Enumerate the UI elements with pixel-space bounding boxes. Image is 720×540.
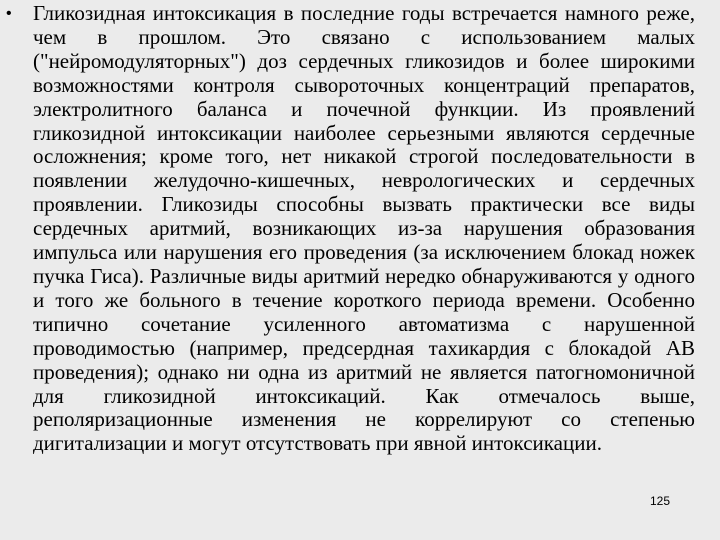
page-number: 125 xyxy=(650,494,671,508)
bullet-point: • xyxy=(6,5,12,22)
body-paragraph: Гликозидная интоксикация в последние годы встречается намного реже, чем в прошлом. Это связано с использованием малых ("нейромодуляторных") доз сердечных гликозидов и более широкими возможностями контроля сывороточных концентраций препаратов, электролитного баланса и почечной функции. Из проявлений гликозидной интоксикации наиболее серьезными являются сердечные осложнения; кроме того, нет никакой строгой последовательности в появлении желудочно-кишечных, неврологических и сердечных проявлении. Гликозиды способны вызвать практически все виды сердечных аритмий, возникающих из-за нарушения образования импульса или нарушения его проведения (за исключением блокад ножек пучка Гиса). Различные виды аритмий нередко обнаруживаются у одного и того же больного в течение короткого периода времени. Особенно типично сочетание усиленного автоматизма с нарушенной проводимостью (например, предсердная тахикардия с блокадой АВ проведения); однако ни одна из аритмий не является патогномоничной для гликозидной интоксикаций. Как отмечалось выше, реполяризационные изменения не коррелируют со степенью дигитализации и могут отсутствовать при явной интоксикации. xyxy=(33,1,695,456)
